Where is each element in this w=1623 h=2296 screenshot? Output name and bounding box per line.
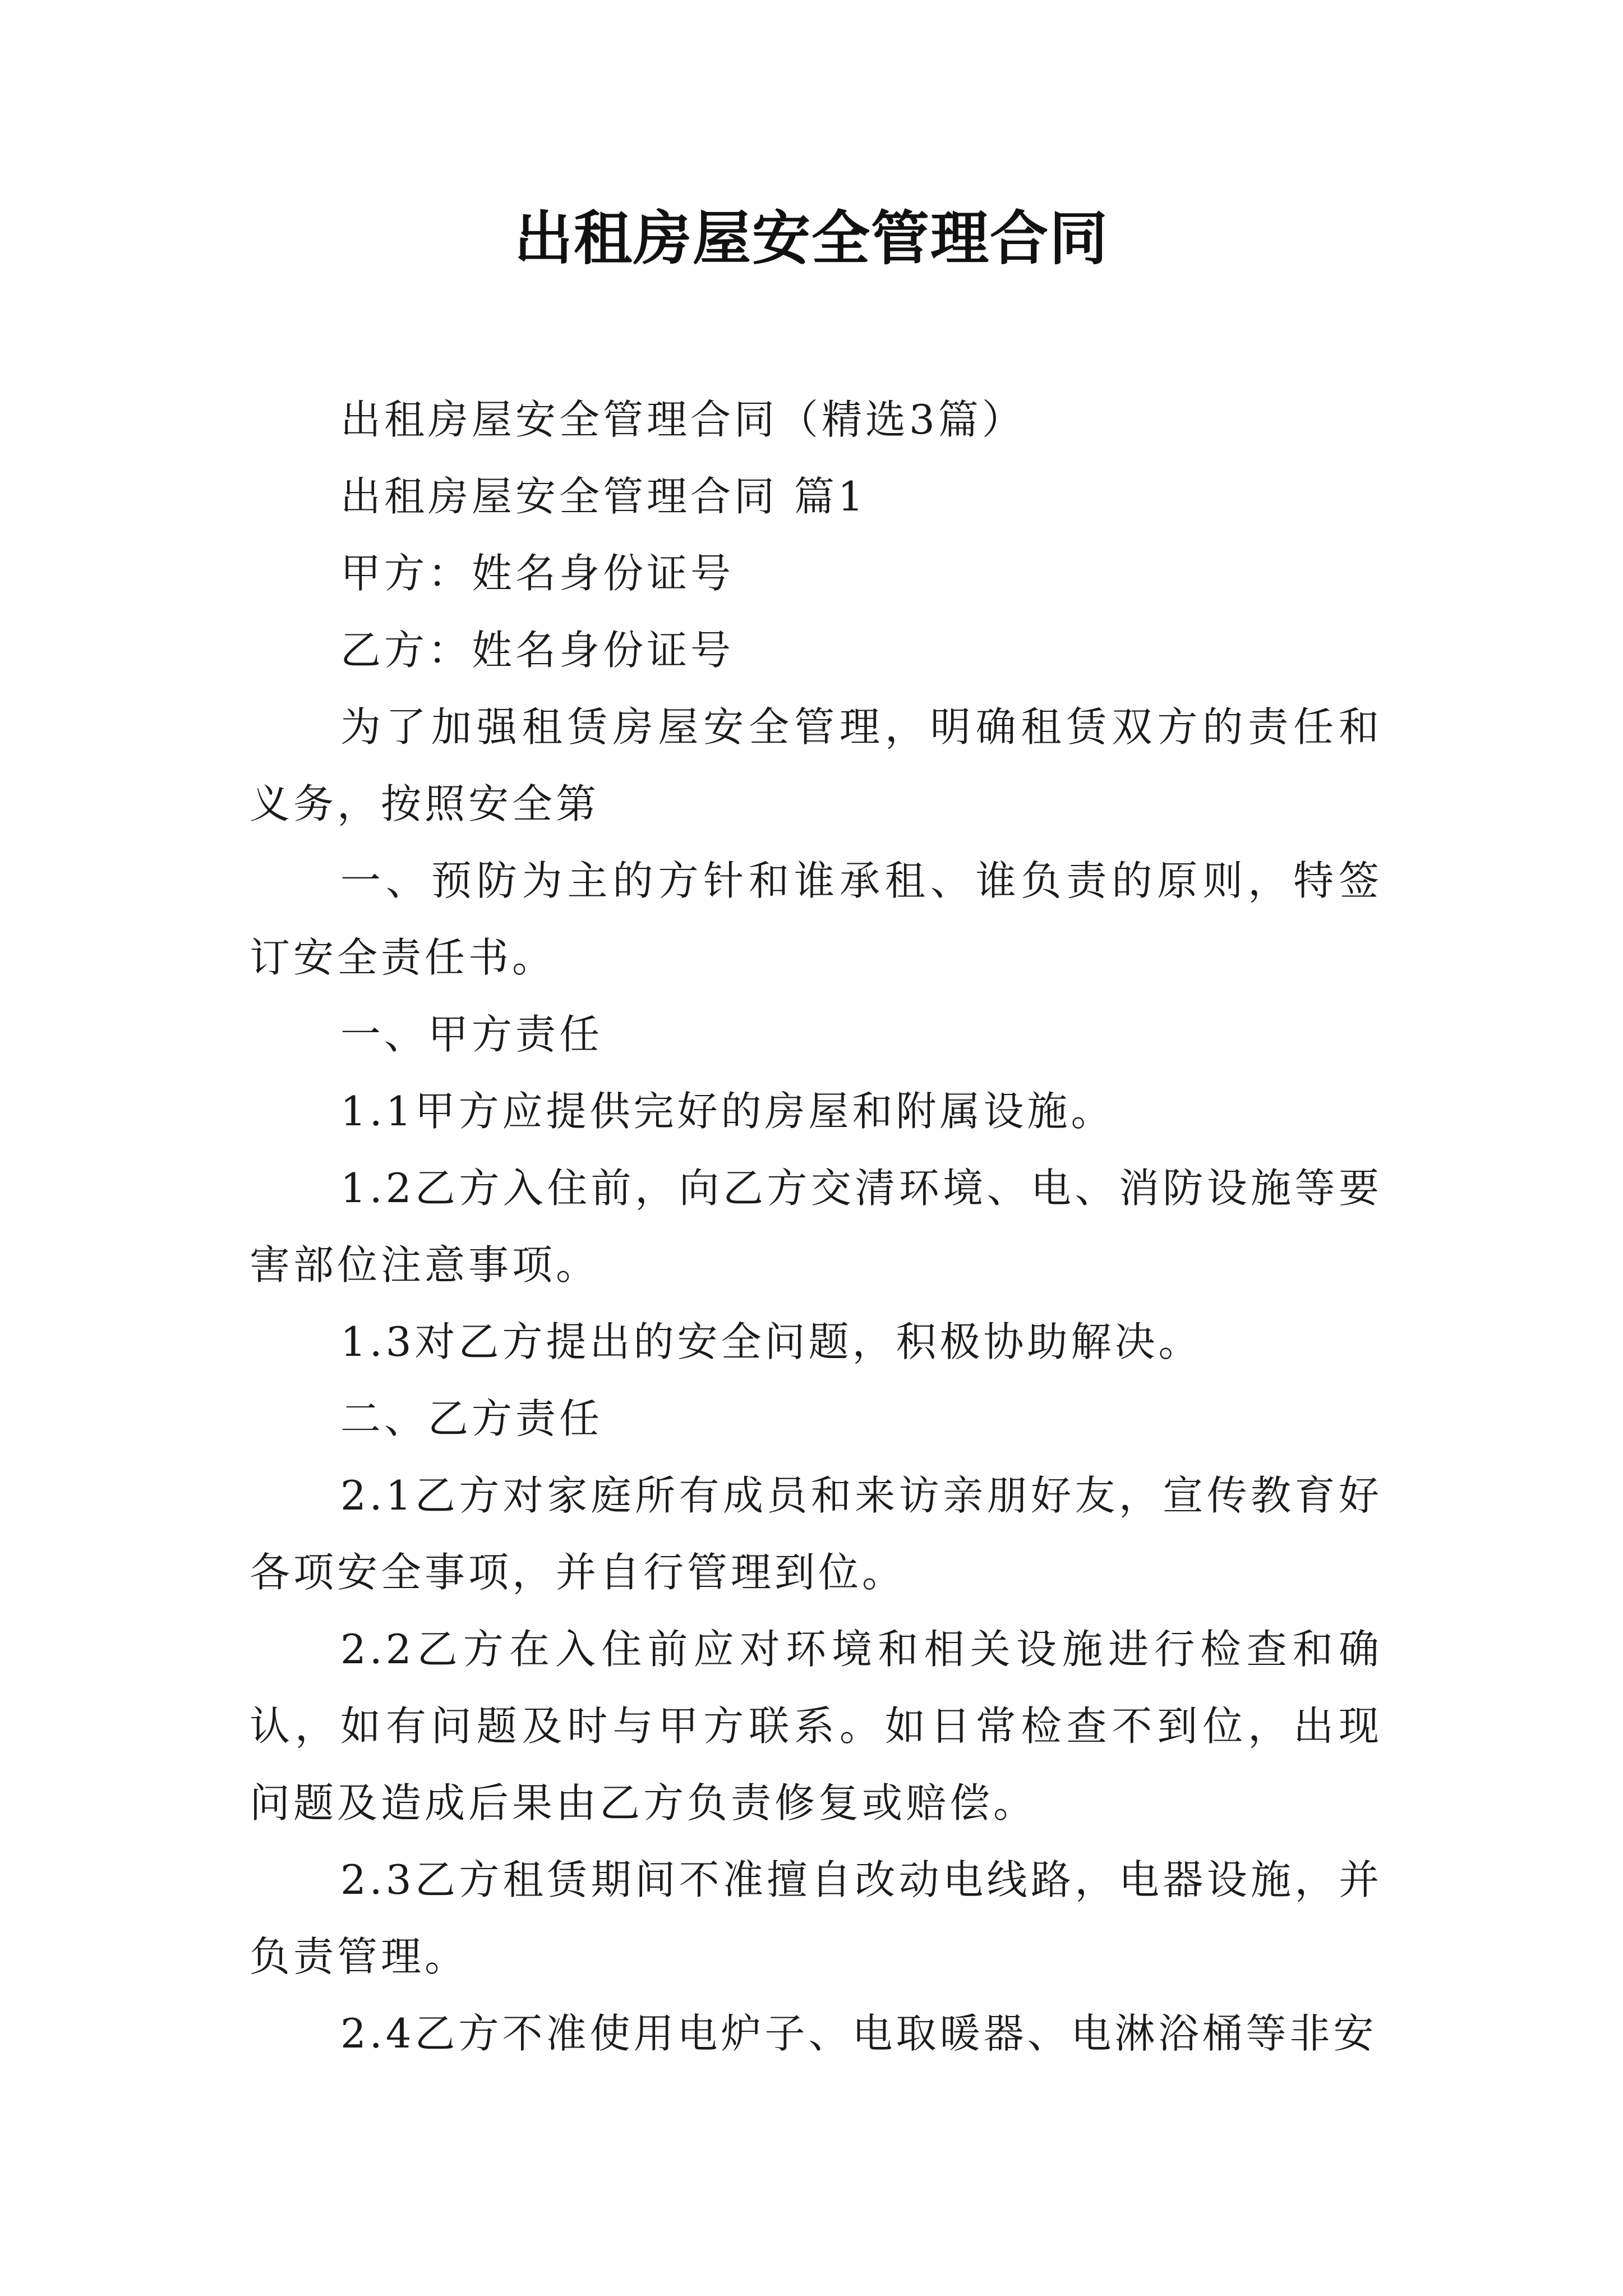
document-body — [250, 381, 1382, 2072]
section-heading-party-a: 一、甲方责任 — [340, 1011, 603, 1058]
clause-2-1: 2.1乙方对家庭所有成员和来访亲朋好友，宣传教育好各项安全事项，并自行管理到位。 — [250, 1472, 1382, 1596]
paragraph-contract-heading: 出租房屋安全管理合同 篇1 — [340, 473, 867, 520]
paragraph-party-b: 乙方：姓名身份证号 — [340, 627, 735, 674]
clause-1-3: 1.3对乙方提出的安全问题，积极协助解决。 — [340, 1318, 1202, 1365]
clause-2-4: 2.4乙方不准使用电炉子、电取暖器、电淋浴桶等非安 — [340, 2010, 1377, 2057]
document-title: 出租房屋安全管理合同 — [514, 204, 1109, 273]
paragraph-party-a: 甲方：姓名身份证号 — [340, 550, 735, 597]
clause-1-2: 1.2乙方入住前，向乙方交清环境、电、消防设施等要害部位注意事项。 — [250, 1165, 1382, 1289]
clause-2-2: 2.2乙方在入住前应对环境和相关设施进行检查和确认，如有问题及时与甲方联系。如日常检查不到位，出现问题及造成后果由乙方负责修复或赔偿。 — [250, 1626, 1382, 1826]
paragraph-preamble: 为了加强租赁房屋安全管理，明确租赁双方的责任和义务，按照安全第 — [250, 703, 1382, 827]
clause-1-1: 1.1甲方应提供完好的房屋和附属设施。 — [340, 1088, 1115, 1135]
paragraph-principle: 一、预防为主的方针和谁承租、谁负责的原则，特签订安全责任书。 — [250, 857, 1382, 981]
clause-2-3: 2.3乙方租赁期间不准擅自改动电线路，电器设施，并负责管理。 — [250, 1856, 1382, 1980]
paragraph-collection-title: 出租房屋安全管理合同（精选3篇） — [340, 396, 1026, 443]
section-heading-party-b: 二、乙方责任 — [340, 1395, 603, 1442]
